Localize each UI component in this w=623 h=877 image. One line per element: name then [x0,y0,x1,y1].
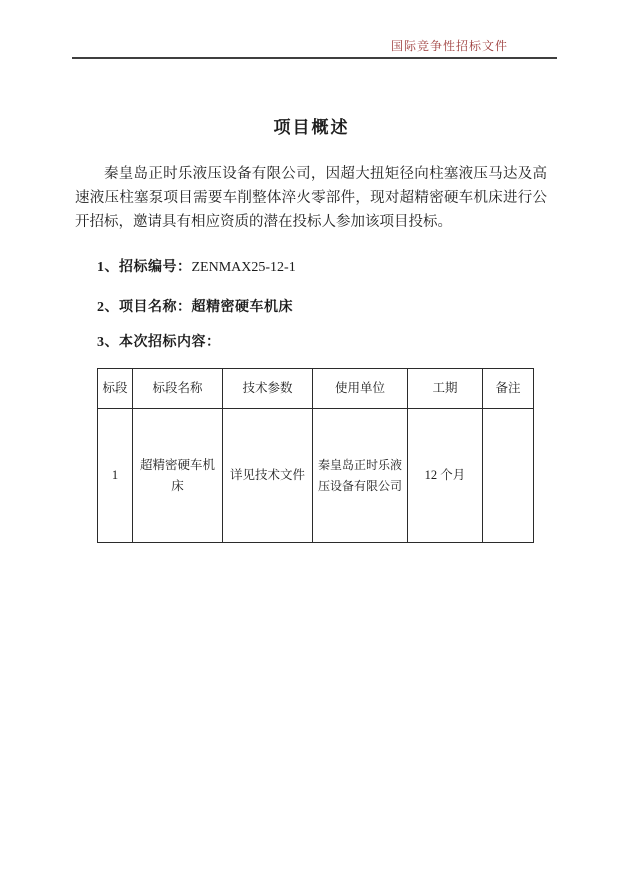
header-cell-remarks: 备注 [483,369,534,409]
list-item-tender-content [97,334,623,352]
header-cell-tech-params: 技术参数 [223,369,313,409]
header-cell-lot-name: 标段名称 [133,369,223,409]
intro-paragraph: 秦皇岛正时乐液压设备有限公司，因超大扭矩径向柱塞液压马达及高速液压柱塞泵项目需要车削整体淬火零部件，现对超精密硬车机床进行公开招标，邀请具有相应资质的潜在投标人参加该项目投标。 [75,166,547,230]
list-item-project-name [97,299,623,317]
table-row [98,409,534,543]
project-name-value: 超精密硬车机床 [191,300,293,315]
cell-tech-params: 详见技术文件 [223,409,313,543]
document-header [0,0,623,54]
cell-using-unit: 秦皇岛正时乐液压设备有限公司 [313,409,408,543]
table-header-row [98,369,534,409]
cell-lot-number: 1 [98,409,133,543]
numbered-items [97,259,623,352]
header-divider [72,57,557,59]
list-item-tender-number [97,259,623,277]
item-label: 2、项目名称： [97,300,192,315]
cell-duration: 12 个月 [408,409,483,543]
cell-lot-name: 超精密硬车机床 [133,409,223,543]
tender-lots-table [97,368,534,543]
document-type-label: 国际竞争性招标文件 [390,39,508,53]
item-label: 1、招标编号： [97,260,192,275]
header-cell-lot: 标段 [98,369,133,409]
header-cell-using-unit: 使用单位 [313,369,408,409]
header-cell-duration: 工期 [408,369,483,409]
page-title: 项目概述 [273,118,350,137]
cell-remarks [483,409,534,543]
item-label: 3、本次招标内容： [97,335,221,350]
tender-number-value: ZENMAX25-12-1 [191,260,296,275]
